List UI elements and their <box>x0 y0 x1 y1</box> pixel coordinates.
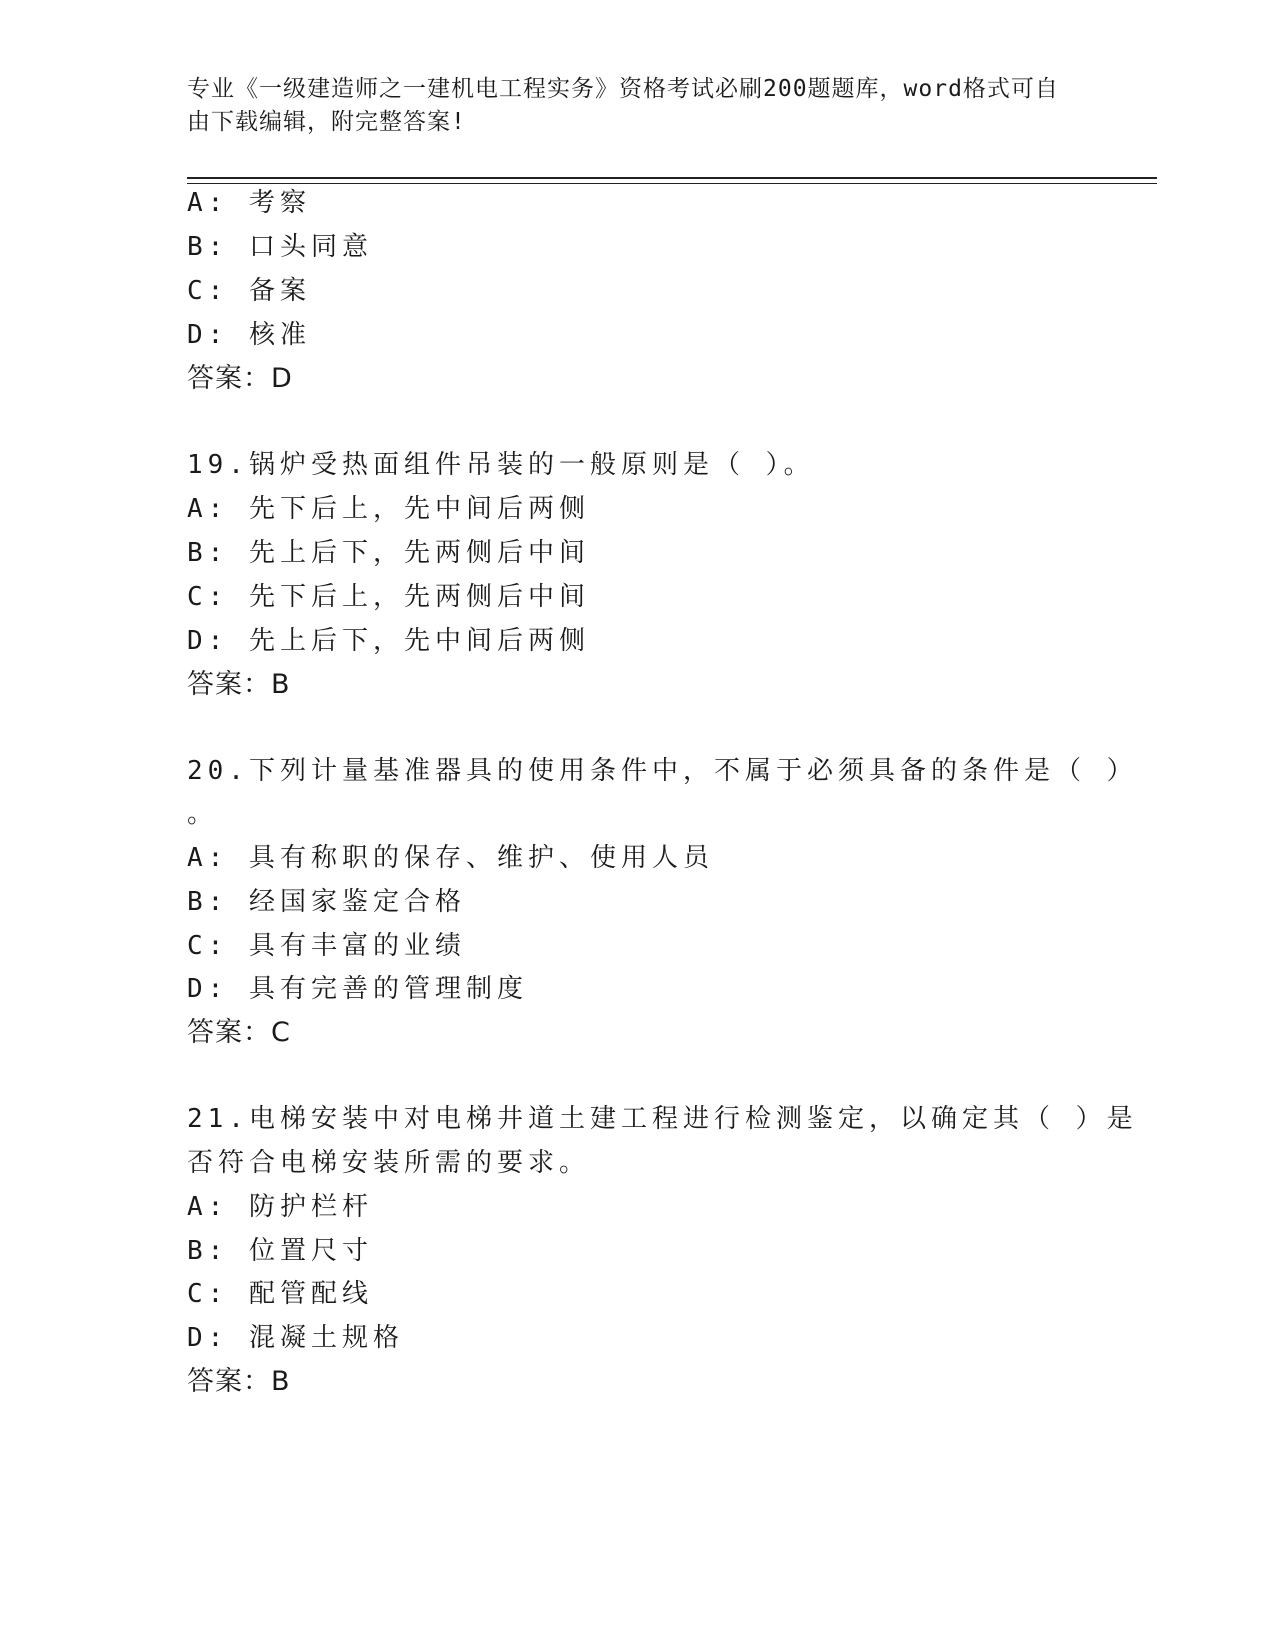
option-b: B: 位置尺寸 <box>187 1236 373 1266</box>
option-a: A: 先下后上，先中间后两侧 <box>187 494 590 524</box>
option-d: D: 核准 <box>187 320 311 350</box>
answer: 答案：B <box>187 1366 291 1397</box>
answer: 答案：D <box>187 363 293 394</box>
option-a: A: 具有称职的保存、维护、使用人员 <box>187 843 714 873</box>
option-d: D: 具有完善的管理制度 <box>187 974 528 1004</box>
option-b: B: 经国家鉴定合格 <box>187 887 466 917</box>
option-d: D: 先上后下，先中间后两侧 <box>187 626 590 656</box>
option-c: C: 先下后上，先两侧后中间 <box>187 582 590 612</box>
option-c: C: 备案 <box>187 276 311 306</box>
option-b: B: 口头同意 <box>187 232 373 262</box>
option-c: C: 配管配线 <box>187 1279 373 1309</box>
question-20-stem-continued: 。 <box>187 799 219 829</box>
option-a: A: 考察 <box>187 188 311 218</box>
option-b: B: 先上后下，先两侧后中间 <box>187 538 590 568</box>
answer: 答案：B <box>187 669 291 700</box>
option-d: D: 混凝土规格 <box>187 1323 404 1353</box>
option-a: A: 防护栏杆 <box>187 1192 373 1222</box>
question-20-stem: 20.下列计量基准器具的使用条件中，不属于必须具备的条件是（ ） <box>187 756 1138 786</box>
question-21-stem: 21.电梯安装中对电梯井道土建工程进行检测鉴定，以确定其（ ）是 <box>187 1104 1138 1134</box>
option-c: C: 具有丰富的业绩 <box>187 931 466 961</box>
document-header: 专业《一级建造师之一建机电工程实务》资格考试必刷200题题库，word格式可自由下载编辑，附完整答案! <box>187 76 1059 135</box>
question-19-stem: 19.锅炉受热面组件吊装的一般原则是（ ）。 <box>187 450 815 480</box>
answer: 答案：C <box>187 1017 291 1048</box>
header-divider-thin <box>187 183 1157 184</box>
header-divider <box>187 177 1157 179</box>
question-21-stem-continued: 否符合电梯安装所需的要求。 <box>187 1148 591 1178</box>
